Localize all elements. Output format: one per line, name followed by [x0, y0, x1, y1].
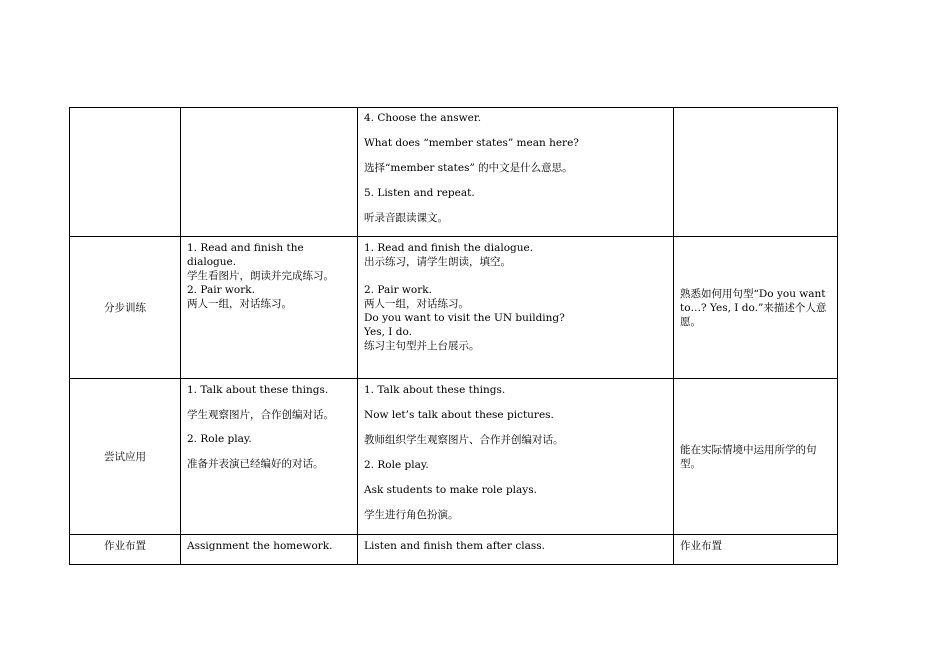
- student-activity-cell: [181, 237, 358, 379]
- text-line: Now let’s talk about these pictures.: [364, 409, 554, 421]
- goal-text: 能在实际情境中运用所学的句型。: [680, 443, 817, 470]
- stage-cell: [70, 379, 181, 535]
- text-line: 2. Pair work.: [187, 284, 255, 296]
- text-line: 选择“member states” 的中文是什么意思。: [364, 162, 573, 174]
- text-line: 出示练习，请学生朗读，填空。: [364, 256, 511, 268]
- goal-cell: [674, 237, 838, 379]
- lesson-plan-table: [69, 107, 838, 565]
- text-line: Ask students to make role plays.: [364, 484, 537, 496]
- text-line: Yes, I do.: [364, 326, 412, 338]
- teacher-activity-cell: [358, 108, 674, 237]
- stage-label: 作业布置: [104, 540, 146, 552]
- text-line: 听录音跟读课文。: [364, 212, 448, 224]
- text-line: 1. Read and finish the dialogue.: [187, 242, 308, 268]
- goal-text: 熟悉如何用句型“Do you want to…? Yes, I do.”来描述个人意愿。: [680, 287, 829, 328]
- stage-cell: [70, 535, 181, 565]
- teacher-activity-cell: [358, 237, 674, 379]
- stage-cell: [70, 237, 181, 379]
- student-activity-cell: [181, 108, 358, 237]
- teacher-activity-cell: [358, 379, 674, 535]
- student-activity-cell: [181, 535, 358, 565]
- goal-cell: [674, 535, 838, 565]
- text-line: 准备并表演已经编好的对话。: [187, 457, 324, 470]
- teacher-activity-cell: [358, 535, 674, 565]
- goal-cell: [674, 108, 838, 237]
- stage-label: 尝试应用: [104, 450, 146, 463]
- text-line: 4. Choose the answer.: [364, 112, 482, 124]
- text-line: Assignment the homework.: [187, 540, 333, 552]
- stage-label: 分步训练: [104, 301, 146, 314]
- text-line: 学生看图片，朗读并完成练习。: [187, 270, 334, 282]
- table-row: [70, 535, 838, 565]
- table-row: [70, 379, 838, 535]
- student-activity-cell: [181, 379, 358, 535]
- text-line: What does “member states” mean here?: [364, 137, 579, 149]
- text-line: 1. Talk about these things.: [187, 384, 329, 396]
- table-row: [70, 237, 838, 379]
- text-line: 教师组织学生观察图片、合作并创编对话。: [364, 434, 564, 446]
- text-line: 2. Role play.: [187, 433, 252, 445]
- table-row: [70, 108, 838, 237]
- text-line: 两人一组，对话练习。: [187, 298, 292, 310]
- text-line: 两人一组，对话练习。: [364, 298, 469, 310]
- text-line: 5. Listen and repeat.: [364, 187, 475, 199]
- text-line: 学生进行角色扮演。: [364, 509, 459, 521]
- text-line: 学生观察图片，合作创编对话。: [187, 408, 334, 421]
- stage-cell: [70, 108, 181, 237]
- goal-text: 作业布置: [680, 540, 722, 552]
- text-line: 练习主句型并上台展示。: [364, 340, 480, 352]
- text-line: 2. Pair work.: [364, 284, 432, 296]
- text-line: 2. Role play.: [364, 459, 429, 471]
- text-line: Do you want to visit the UN building?: [364, 312, 565, 324]
- goal-cell: [674, 379, 838, 535]
- blank-line: [364, 269, 667, 283]
- text-line: 1. Read and finish the dialogue.: [364, 242, 534, 254]
- text-line: 1. Talk about these things.: [364, 384, 506, 396]
- text-line: Listen and finish them after class.: [364, 540, 545, 552]
